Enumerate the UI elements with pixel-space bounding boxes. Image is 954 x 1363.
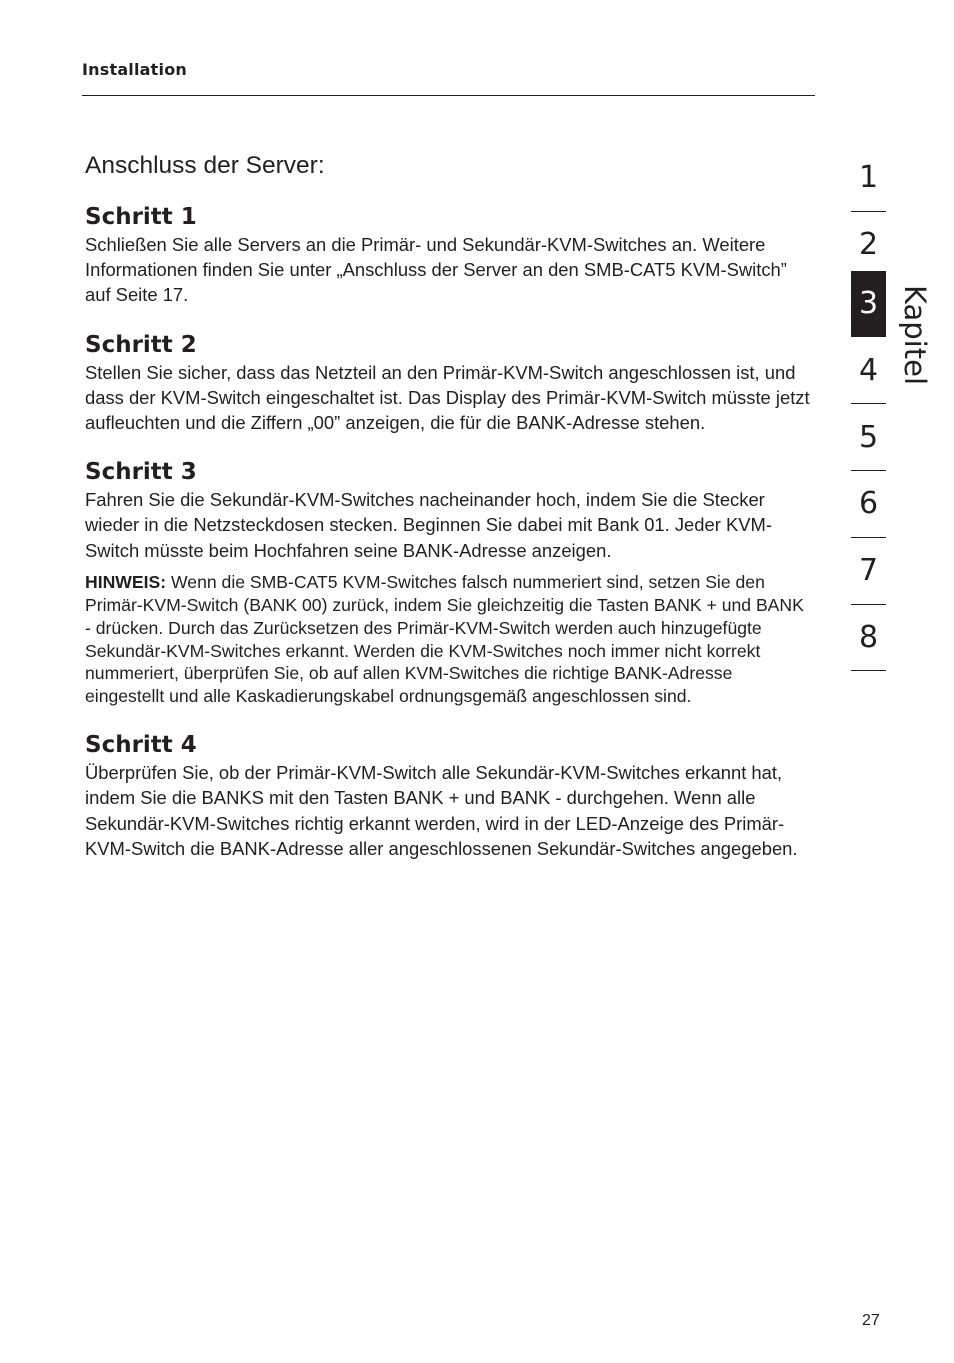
- chapter-tab-2[interactable]: 2: [851, 212, 886, 279]
- chapter-label-text: Kapitel: [898, 284, 933, 386]
- chapter-tab-1[interactable]: 1: [851, 145, 886, 212]
- note-label: HINWEIS:: [85, 571, 167, 592]
- page-number: 27: [862, 1312, 880, 1329]
- step-title: Schritt 2: [85, 331, 197, 358]
- running-header: Installation: [82, 60, 187, 79]
- step-title: Schritt 4: [85, 732, 197, 759]
- step-body: Stellen Sie sicher, dass das Netzteil an den Primär-KVM-Switch angeschlossen ist, und dass der KVM-Switch eingeschaltet ist. Das Display des Primär-KVM-Switch müsste jetzt aufleuchten und die Ziffern „00” anzeigen, die für die BANK-Adresse stehen.: [85, 361, 810, 434]
- chapter-tab-4[interactable]: 4: [851, 337, 886, 404]
- step-3: [85, 457, 810, 708]
- chapter-tab-8[interactable]: 8: [851, 605, 886, 672]
- chapter-tab-6[interactable]: 6: [851, 471, 886, 538]
- note: [85, 571, 810, 708]
- step-body: Schließen Sie alle Servers an die Primär- und Sekundär-KVM-Switches an. Weitere Informationen finden Sie unter „Anschluss der Server an den SMB-CAT5 KVM-Switch” auf Seite 17.: [85, 234, 787, 306]
- chapter-label: [890, 285, 940, 385]
- section-heading: Anschluss der Server:: [85, 152, 325, 179]
- step-4: [85, 730, 810, 861]
- chapter-tab-3-active[interactable]: 3: [851, 271, 886, 338]
- step-body: Fahren Sie die Sekundär-KVM-Switches nacheinander hoch, indem Sie die Stecker wieder in die Netzsteckdosen stecken. Beginnen Sie dabei mit Bank 01. Jeder KVM-Switch müsste beim Hochfahren seine BANK-Adresse anzeigen.: [85, 489, 772, 561]
- step-body: Überprüfen Sie, ob der Primär-KVM-Switch alle Sekundär-KVM-Switches erkannt hat, indem Sie die BANKS mit den Tasten BANK + und BANK - durchgehen. Wenn alle Sekundär-KVM-Switches richtig erkannt werden, wird in der LED-Anzeige des Primär-KVM-Switch die BANK-Adresse aller angeschlossenen Sekundär-Switches angegeben.: [85, 762, 798, 859]
- header-divider: [82, 95, 815, 96]
- note-text: Wenn die SMB-CAT5 KVM-Switches falsch nummeriert sind, setzen Sie den Primär-KVM-Switch (BANK 00) zurück, indem Sie gleichzeitig die Tasten BANK + und BANK - drücken. Durch das Zurücksetzen des Primär-KVM-Switch werden auch hinzugefügte Sekundär-KVM-Switches erkannt. Werden die KVM-Switches noch immer nicht korrekt nummeriert, überprüfen Sie, ob auf allen KVM-Switches die richtige BANK-Adresse eingestellt und alle Kaskadierungskabel ordnungsgemäß angeschlossen sind.: [85, 571, 804, 707]
- chapter-nav: [851, 145, 886, 671]
- chapter-tab-7[interactable]: 7: [851, 538, 886, 605]
- step-1: [85, 202, 810, 308]
- step-title: Schritt 1: [85, 204, 197, 230]
- chapter-tab-5[interactable]: 5: [851, 404, 886, 471]
- step-2: [85, 330, 810, 436]
- step-title: Schritt 3: [85, 459, 197, 486]
- main-content: [85, 150, 810, 861]
